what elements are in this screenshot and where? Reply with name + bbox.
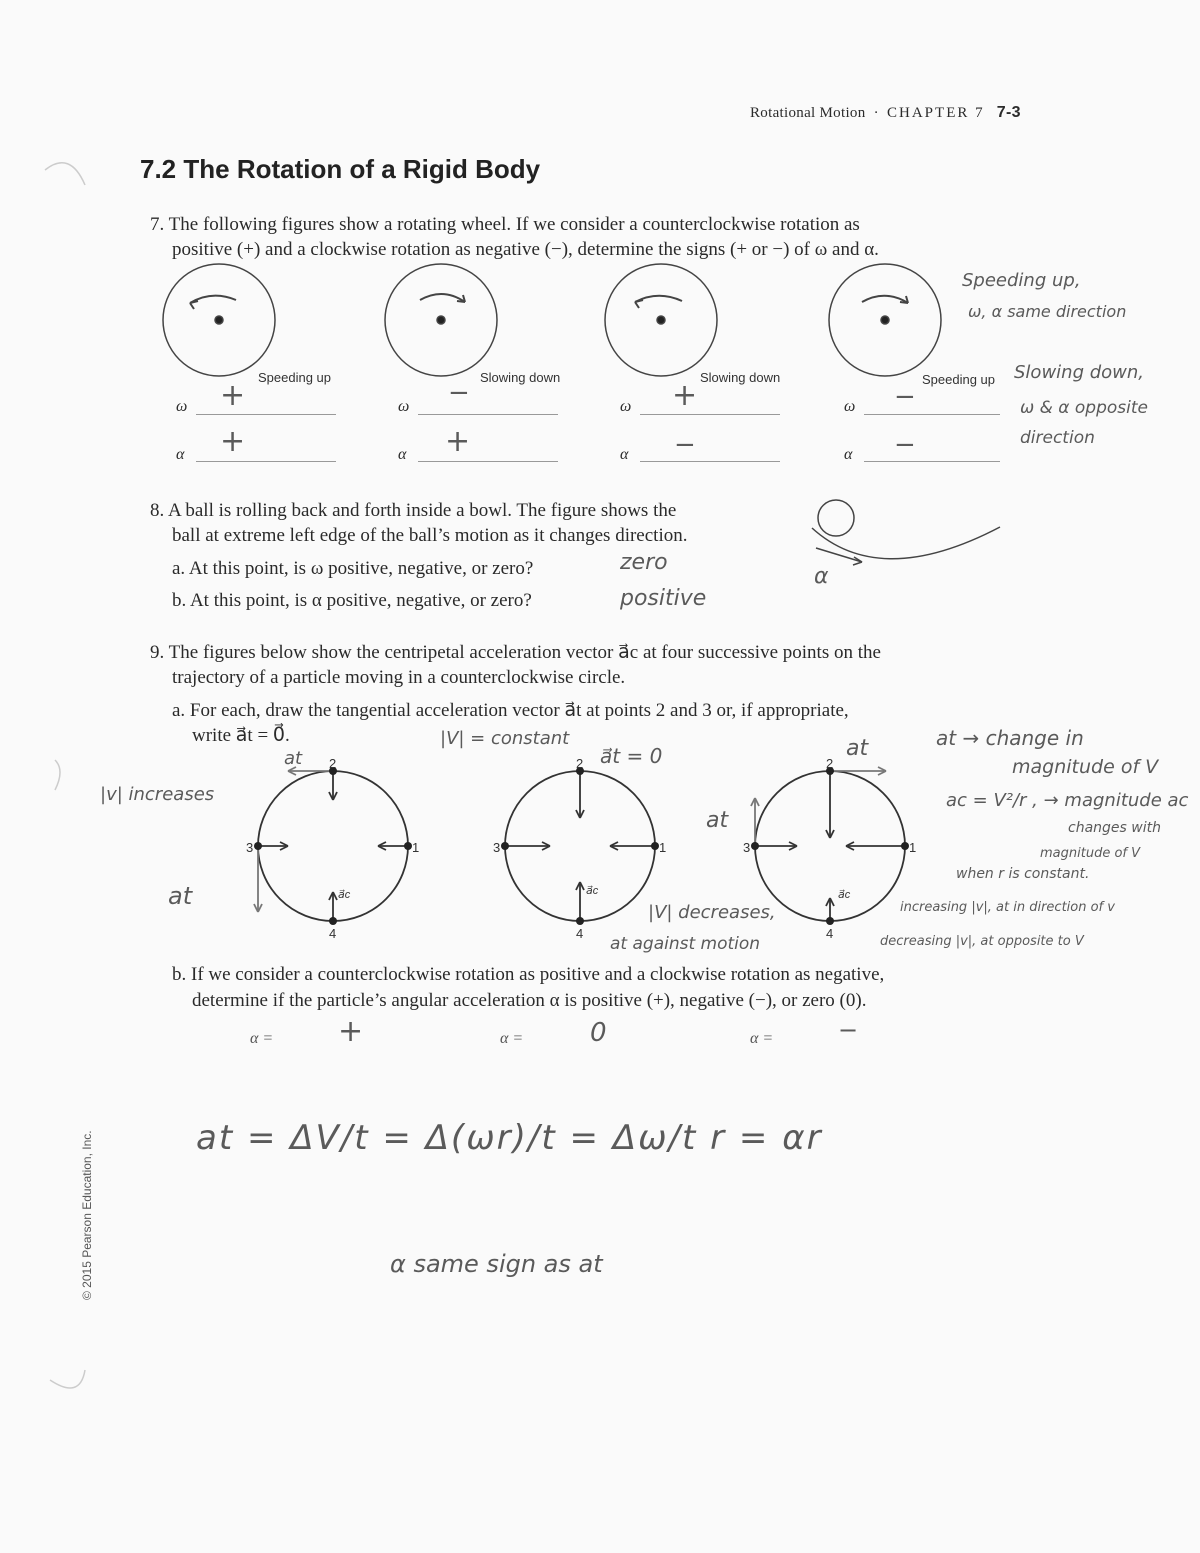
c2-ac-label: a⃗c <box>586 885 599 897</box>
c2-point-3: 3 <box>493 840 501 855</box>
note-at-zero: a⃗t = 0 <box>600 744 663 768</box>
c1-point-3: 3 <box>246 840 254 855</box>
wheel-2-caption: Slowing down <box>480 370 561 385</box>
alpha-label-4: α <box>844 446 853 463</box>
note-increasing: increasing |v|, at in direction of v <box>900 900 1115 915</box>
alpha-eq-2: α = <box>500 1030 524 1047</box>
c3-ac-label: a⃗c <box>838 889 851 901</box>
q9-line1: 9. The figures below show the centripetal acceleration vector a⃗c at four successive points on the <box>150 642 881 663</box>
omega-answer-1: + <box>220 378 246 413</box>
q9-line2: trajectory of a particle moving in a counterclockwise circle. <box>172 667 626 688</box>
c3-point-1: 1 <box>909 840 917 855</box>
alpha-answer-1: + <box>220 424 246 459</box>
alpha-label-1: α <box>176 446 185 463</box>
q9-part-b2: determine if the particle’s angular acceleration α is positive (+), negative (−), or zero (0). <box>192 990 867 1011</box>
alpha-label-3: α <box>620 446 629 463</box>
wheel-4 <box>829 264 941 376</box>
q9-part-b1: b. If we consider a counterclockwise rotation as positive and a clockwise rotation as negative, <box>172 964 885 985</box>
note-at-change: at → change in <box>936 726 1084 750</box>
alpha-answer-4: − <box>894 430 916 460</box>
header-text: Rotational Motion <box>750 105 866 121</box>
note-magnitude-v: magnitude of V <box>1012 756 1159 778</box>
wheel-3 <box>605 264 717 376</box>
header-page-number: 7-3 <box>996 104 1021 121</box>
note-v-constant: |V| = constant <box>440 728 570 749</box>
copyright: © 2015 Pearson Education, Inc. <box>80 1130 94 1300</box>
q8-part-b: b. At this point, is α positive, negative, or zero? <box>172 590 532 611</box>
q9-circle-3 <box>751 767 905 921</box>
c2-point-1: 1 <box>659 840 667 855</box>
header-chapter: CHAPTER 7 <box>887 105 985 121</box>
running-header: Rotational Motion · CHAPTER 7 7-3 <box>750 104 1021 121</box>
alpha-answer-line-4 <box>864 461 1000 462</box>
note-v-increases: |v| increases <box>100 784 215 805</box>
note-at-middle: at <box>706 808 729 833</box>
note-changes-with: changes with <box>1068 820 1161 836</box>
alpha-answer-circle-3: − <box>838 1016 859 1044</box>
wheel-1 <box>163 264 275 376</box>
note-magnitude-of-v: magnitude of V <box>1040 846 1141 861</box>
c1-point-1: 1 <box>412 840 420 855</box>
note-at-against: at against motion <box>610 934 761 954</box>
q8-answer-a: zero <box>620 550 668 575</box>
omega-label-1: ω <box>176 398 188 415</box>
alpha-answer-circle-2: 0 <box>590 1018 607 1048</box>
alpha-answer-line-3 <box>640 461 780 462</box>
note-decreasing: decreasing |v|, at opposite to V <box>880 934 1084 949</box>
note-opposite: ω & α opposite <box>1020 398 1148 418</box>
wheel-4-caption: Speeding up <box>922 372 996 387</box>
note-at-left-1: at <box>168 882 193 910</box>
alpha-eq-3: α = <box>750 1030 774 1047</box>
c3-point-4: 4 <box>826 926 834 941</box>
derivation-conclusion: α same sign as at <box>390 1250 603 1278</box>
wheel-3-caption: Slowing down <box>700 370 781 385</box>
c1-ac-label: a⃗c <box>338 889 351 901</box>
omega-answer-line-4 <box>864 414 1000 415</box>
note-at-top-3: at <box>846 736 869 761</box>
omega-label-3: ω <box>620 398 632 415</box>
omega-label-2: ω <box>398 398 410 415</box>
alpha-answer-circle-1: + <box>338 1014 364 1049</box>
bowl-alpha-label: α <box>814 564 829 589</box>
alpha-eq-1: α = <box>250 1030 274 1047</box>
q8-part-a: a. At this point, is ω positive, negative, or zero? <box>172 558 534 579</box>
omega-answer-3: + <box>672 378 698 413</box>
binder-hole-middle <box>55 760 60 790</box>
omega-answer-2: − <box>448 378 470 408</box>
omega-answer-line-2 <box>418 414 558 415</box>
note-ac-equation: ac = V²/r , → magnitude ac <box>946 790 1189 811</box>
c1-point-2: 2 <box>329 756 337 771</box>
note-slowing-down: Slowing down, <box>1014 362 1145 383</box>
alpha-answer-2: + <box>445 424 471 459</box>
omega-answer-line-3 <box>640 414 780 415</box>
q7-line1: 7. The following figures show a rotating wheel. If we consider a counterclockwise rotation as <box>150 214 860 235</box>
note-speeding-up: Speeding up, <box>962 270 1081 291</box>
q8-line1: 8. A ball is rolling back and forth inside a bowl. The figure shows the <box>150 500 677 521</box>
note-when-r: when r is constant. <box>956 866 1090 882</box>
c3-point-2: 2 <box>826 756 834 771</box>
c1-point-4: 4 <box>329 926 337 941</box>
alpha-answer-3: − <box>674 430 696 460</box>
alpha-answer-line-2 <box>418 461 558 462</box>
note-same-direction: ω, α same direction <box>968 302 1127 321</box>
section-title: 7.2 The Rotation of a Rigid Body <box>140 154 541 184</box>
note-v-decreases: |V| decreases, <box>648 902 776 923</box>
omega-label-4: ω <box>844 398 856 415</box>
q8-answer-b: positive <box>620 586 707 611</box>
note-at-top-1: at <box>284 748 303 769</box>
derivation-equation: at = ΔV/t = Δ(ωr)/t = Δω/t r = αr <box>196 1118 823 1158</box>
c2-point-4: 4 <box>576 926 584 941</box>
c3-point-3: 3 <box>743 840 751 855</box>
bowl-figure <box>812 500 1000 565</box>
q8-line2: ball at extreme left edge of the ball’s motion as it changes direction. <box>172 525 688 546</box>
wheel-1-caption: Speeding up <box>258 370 332 385</box>
c2-point-2: 2 <box>576 756 584 771</box>
binder-hole-top <box>45 163 85 185</box>
q9-circle-1 <box>254 767 408 921</box>
q9-circle-2 <box>505 771 655 921</box>
wheel-2 <box>385 264 497 376</box>
q9-part-a2: write a⃗t = 0⃗. <box>192 725 290 746</box>
q9-part-a1: a. For each, draw the tangential acceleration vector a⃗t at points 2 and 3 or, if appropriate, <box>172 700 849 721</box>
alpha-label-2: α <box>398 446 407 463</box>
binder-hole-bottom <box>50 1370 85 1388</box>
q7-line2: positive (+) and a clockwise rotation as negative (−), determine the signs (+ or −) of ω and α. <box>172 239 879 260</box>
alpha-answer-line-1 <box>196 461 336 462</box>
omega-answer-line-1 <box>196 414 336 415</box>
note-direction: direction <box>1020 428 1095 448</box>
omega-answer-4: − <box>894 382 916 412</box>
